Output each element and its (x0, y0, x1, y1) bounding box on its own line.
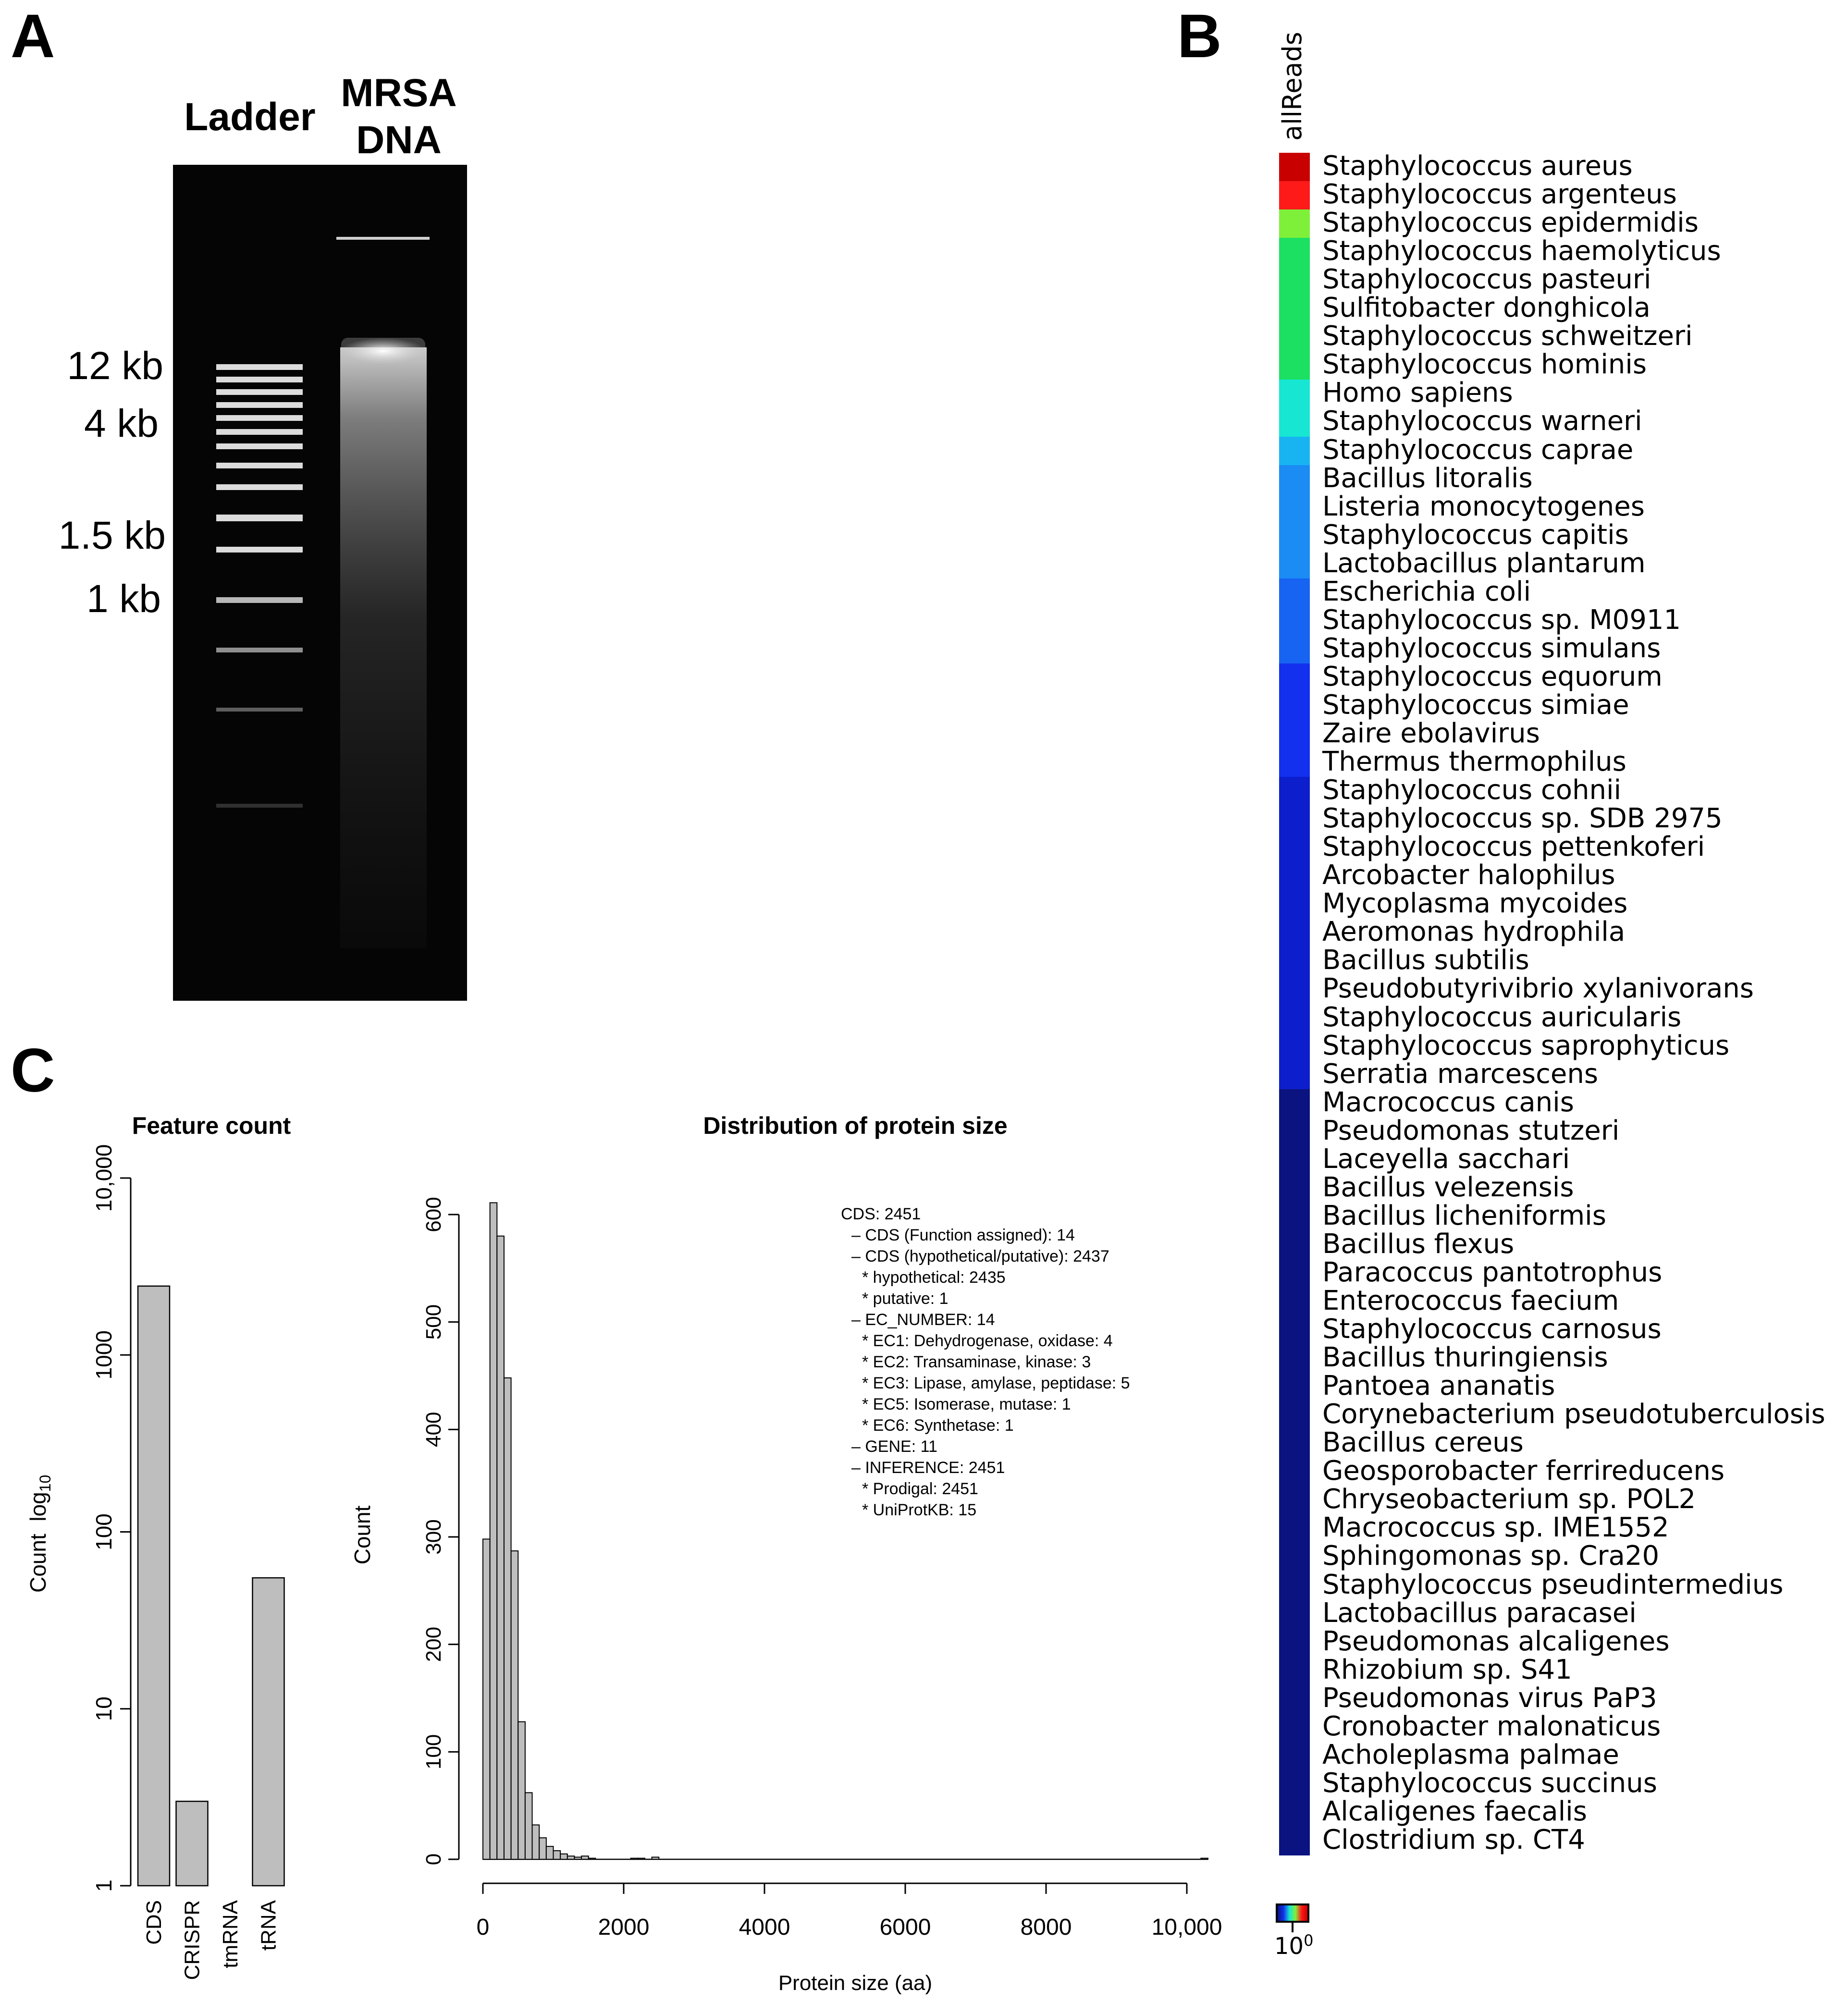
histogram-annotation-line: – CDS (hypothetical/putative): 2437 (851, 1247, 1109, 1265)
heatmap-cell (1279, 1486, 1310, 1515)
heatmap-cell (1279, 238, 1310, 267)
heatmap-row-label: Staphylococcus aureus (1322, 150, 1633, 182)
heatmap-row-label: Lactobacillus paracasei (1322, 1597, 1637, 1629)
lane-label-sample (327, 70, 471, 164)
gel-bands (173, 165, 467, 1001)
ladder-band (216, 389, 303, 395)
histogram-bar (511, 1551, 518, 1859)
heatmap-row-label: Listeria monocytogenes (1322, 491, 1645, 522)
histogram-y-tick-label: 200 (422, 1626, 445, 1662)
ladder-band (216, 377, 303, 382)
heatmap-cell (1279, 1174, 1310, 1203)
ladder-mark-4kb: 4 kb (84, 402, 159, 445)
heatmap-cell (1279, 323, 1310, 352)
heatmap-row-label: Bacillus cereus (1322, 1427, 1524, 1459)
heatmap-cell (1279, 153, 1310, 182)
heatmap-cell (1279, 295, 1310, 323)
heatmap-row-label: Bacillus thuringiensis (1322, 1342, 1608, 1374)
histogram-x-tick-label: 8000 (1020, 1915, 1072, 1940)
heatmap-row-label: Pantoea ananatis (1322, 1370, 1555, 1402)
heatmap-cell (1279, 975, 1310, 1004)
heatmap-cell (1279, 408, 1310, 437)
heatmap-row-label: Cronobacter malonaticus (1322, 1710, 1661, 1742)
heatmap-cell (1279, 1572, 1310, 1600)
feature-count-title: Feature count (132, 1112, 291, 1139)
heatmap-row-label: Staphylococcus sp. M0911 (1322, 604, 1681, 636)
histogram-bar (574, 1857, 581, 1859)
histogram-bar (554, 1851, 561, 1859)
heatmap-row-label: Staphylococcus warneri (1322, 405, 1642, 437)
histogram-y-tick-label: 100 (422, 1734, 445, 1770)
feature-count-x-tick-label: tmRNA (219, 1900, 242, 1968)
heatmap-cell (1279, 1770, 1310, 1799)
heatmap-row-label: Bacillus velezensis (1322, 1171, 1574, 1203)
heatmap-color-key-tick (1292, 1922, 1294, 1932)
histogram-y-label: Count (350, 1505, 375, 1565)
heatmap-cell (1279, 1401, 1310, 1430)
histogram-bar (652, 1857, 659, 1859)
heatmap-row-label: Pseudomonas stutzeri (1322, 1115, 1620, 1146)
heatmap-row-label: Staphylococcus simulans (1322, 632, 1661, 664)
heatmap-cell (1279, 1373, 1310, 1401)
heatmap-cell (1279, 1231, 1310, 1260)
heatmap-cell (1279, 1203, 1310, 1231)
feature-count-x-tick-label: tRNA (257, 1900, 281, 1951)
heatmap-cell (1279, 607, 1310, 636)
ladder-band (216, 443, 303, 449)
histogram-y-tick-label: 0 (422, 1853, 445, 1866)
heatmap-cell (1279, 266, 1310, 295)
histogram-annotation-line: – EC_NUMBER: 14 (851, 1311, 995, 1329)
histogram-x-label: Protein size (aa) (778, 1971, 933, 1995)
histogram-annotation-line: CDS: 2451 (841, 1205, 921, 1223)
heatmap-cell (1279, 1288, 1310, 1316)
lane-label-ladder: Ladder (184, 95, 316, 139)
histogram-bar (567, 1856, 575, 1859)
heatmap-cell (1279, 1032, 1310, 1061)
heatmap-cell (1279, 1628, 1310, 1657)
histogram-annotation-line: * EC3: Lipase, amylase, peptidase: 5 (862, 1374, 1130, 1392)
ladder-band (216, 708, 303, 712)
sample-genomic-band (341, 338, 425, 364)
heatmap-cell (1279, 1118, 1310, 1146)
heatmap-row-label: Staphylococcus pettenkoferi (1322, 831, 1705, 863)
heatmap-cell (1279, 1798, 1310, 1827)
histogram-annotation-line: – INFERENCE: 2451 (851, 1459, 1005, 1477)
heatmap-cell (1279, 1713, 1310, 1742)
heatmap-color-key-exponent: 0 (1304, 1931, 1314, 1950)
feature-count-y-tick-label: 1 (91, 1879, 116, 1892)
heatmap-cell (1279, 692, 1310, 721)
histogram-annotation-line: * hypothetical: 2435 (862, 1268, 1006, 1287)
heatmap-color-key (1276, 1903, 1309, 1923)
histogram-y-tick-label: 300 (422, 1519, 445, 1555)
histogram-annotation-line: * putative: 1 (862, 1289, 949, 1308)
heatmap-cell (1279, 1429, 1310, 1458)
histogram-bar (525, 1793, 532, 1859)
heatmap-row-label: Paracoccus pantotrophus (1322, 1256, 1663, 1288)
sample-smear (340, 347, 427, 948)
histogram-bar (560, 1854, 567, 1859)
feature-count-y-label-sub: 10 (37, 1474, 54, 1492)
heatmap-cell (1279, 351, 1310, 380)
panel-label-c: C (11, 1036, 55, 1105)
ladder-band (216, 402, 303, 408)
heatmap-cell (1279, 1458, 1310, 1486)
feature-count-y-tick-label: 1000 (91, 1330, 116, 1380)
histogram-title: Distribution of protein size (703, 1112, 1008, 1139)
heatmap-row-label: Lactobacillus plantarum (1322, 547, 1646, 579)
heatmap-cell (1279, 1004, 1310, 1033)
heatmap-row-label: Mycoplasma mycoides (1322, 888, 1628, 920)
heatmap-cell (1279, 1827, 1310, 1855)
heatmap-row-label: Bacillus licheniformis (1322, 1200, 1606, 1231)
heatmap-row-label: Acholeplasma palmae (1322, 1739, 1619, 1770)
heatmap-row-label: Staphylococcus epidermidis (1322, 207, 1699, 239)
heatmap-cell (1279, 663, 1310, 692)
heatmap-row-label: Staphylococcus caprae (1322, 434, 1634, 466)
heatmap-row-label: Alcaligenes faecalis (1322, 1795, 1587, 1827)
ladder-mark-1kb: 1 kb (86, 577, 161, 621)
histogram-bar (581, 1856, 589, 1859)
feature-count-y-tick-label: 100 (91, 1513, 116, 1550)
histogram-y-tick-label: 500 (422, 1304, 445, 1340)
heatmap-cell (1279, 522, 1310, 551)
protein-size-histogram (336, 1057, 1249, 1995)
histogram-bar (638, 1858, 645, 1859)
heatmap-cell (1279, 1316, 1310, 1345)
ladder-band (216, 648, 303, 652)
histogram-bar (518, 1722, 525, 1859)
ladder-band (216, 547, 303, 553)
heatmap-cell (1279, 834, 1310, 862)
ladder-band (216, 515, 303, 521)
lane-label-sample-line2: DNA (356, 118, 442, 162)
histogram-y-tick-label: 400 (422, 1412, 445, 1448)
heatmap-cell (1279, 1742, 1310, 1770)
heatmap-row-label: Chryseobacterium sp. POL2 (1322, 1484, 1696, 1515)
histogram-x-tick-label: 10,000 (1151, 1915, 1222, 1940)
heatmap-cell (1279, 862, 1310, 891)
heatmap-color-key-base: 10 (1274, 1933, 1304, 1960)
heatmap-cell (1279, 550, 1310, 579)
heatmap-cell (1279, 1146, 1310, 1175)
histogram-x-tick-label: 0 (476, 1915, 490, 1940)
heatmap-row-label: Bacillus subtilis (1322, 945, 1529, 976)
ladder-band (216, 597, 303, 603)
histogram-bar (532, 1825, 540, 1859)
heatmap-cell (1279, 1600, 1310, 1629)
ladder-band (216, 804, 303, 808)
ladder-band (216, 484, 303, 490)
heatmap-row-label: Clostridium sp. CT4 (1322, 1824, 1585, 1855)
histogram-annotation-line: – GENE: 11 (851, 1437, 937, 1456)
heatmap-row-label: Pseudomonas virus PaP3 (1322, 1682, 1657, 1714)
heatmap-row-label: Arcobacter halophilus (1322, 860, 1615, 891)
heatmap-cell (1279, 465, 1310, 494)
histogram-annotation-line: * EC6: Synthetase: 1 (862, 1416, 1014, 1435)
heatmap-row-label: Staphylococcus simiae (1322, 689, 1629, 721)
heatmap-cell (1279, 805, 1310, 834)
feature-count-y-label (25, 1475, 54, 1593)
heatmap-row-label: Escherichia coli (1322, 576, 1531, 607)
feature-count-bar (176, 1801, 208, 1886)
heatmap-row-label: Zaire ebolavirus (1322, 718, 1540, 749)
feature-count-x-tick-label: CDS (142, 1900, 166, 1945)
feature-count-x-tick-label: CRISPR (180, 1900, 204, 1980)
heatmap-row-label: Sulfitobacter donghicola (1322, 292, 1651, 324)
feature-count-y-label-text: Count (25, 1534, 50, 1593)
heatmap-row-label: Aeromonas hydrophila (1322, 916, 1626, 948)
histogram-bar (631, 1858, 638, 1859)
histogram-y-tick-label: 600 (422, 1197, 445, 1232)
feature-count-bar (138, 1286, 170, 1886)
heatmap-row-label: Serratia marcescens (1322, 1058, 1598, 1090)
heatmap-row-label: Geosporobacter ferrireducens (1322, 1455, 1725, 1487)
histogram-annotation-line: * EC1: Dehydrogenase, oxidase: 4 (862, 1332, 1113, 1350)
heatmap-cell (1279, 181, 1310, 210)
heatmap-row-label: Staphylococcus hominis (1322, 349, 1647, 381)
heatmap-row-label: Staphylococcus succinus (1322, 1767, 1657, 1799)
heatmap-cell (1279, 209, 1310, 238)
histogram-bar (490, 1203, 497, 1859)
heatmap-cell (1279, 890, 1310, 919)
heatmap-row-label: Staphylococcus pasteuri (1322, 264, 1651, 295)
heatmap-row-label: Enterococcus faecium (1322, 1285, 1619, 1316)
heatmap-row-label: Homo sapiens (1322, 377, 1513, 409)
heatmap-row-label: Macrococcus canis (1322, 1086, 1574, 1118)
histogram-annotation-line: * EC2: Transaminase, kinase: 3 (862, 1353, 1091, 1371)
histogram-bar (589, 1858, 596, 1859)
heatmap-cell (1279, 380, 1310, 408)
heatmap-cell (1279, 777, 1310, 806)
histogram-bar (504, 1378, 511, 1859)
feature-count-y-tick-label: 10,000 (91, 1144, 116, 1212)
heatmap-row-label: Staphylococcus pseudintermedius (1322, 1569, 1784, 1600)
heatmap-cell (1279, 1344, 1310, 1373)
histogram-annotation-line: – CDS (Function assigned): 14 (851, 1226, 1075, 1244)
histogram-bar (539, 1838, 546, 1859)
histogram-annotation-line: * EC5: Isomerase, mutase: 1 (862, 1395, 1071, 1413)
heatmap-row-label: Pseudobutyrivibrio xylanivorans (1322, 973, 1754, 1005)
heatmap-cell (1279, 720, 1310, 749)
heatmap-row-label: Bacillus litoralis (1322, 462, 1533, 494)
heatmap-color-key-label (1274, 1931, 1313, 1960)
heatmap-row-label: Staphylococcus saprophyticus (1322, 1030, 1730, 1061)
ladder-band (216, 364, 303, 370)
heatmap-cell (1279, 1259, 1310, 1288)
ladder-mark-12kb: 12 kb (67, 344, 163, 388)
heatmap-cell (1279, 749, 1310, 777)
heatmap-cell (1279, 919, 1310, 947)
histogram-x-tick-label: 6000 (879, 1915, 931, 1940)
ladder-band (216, 463, 303, 468)
heatmap-row-label: Staphylococcus carnosus (1322, 1314, 1662, 1345)
histogram-x-tick-label: 2000 (598, 1915, 650, 1940)
heatmap-row-label: Staphylococcus argenteus (1322, 179, 1677, 210)
heatmap-row-label: Sphingomonas sp. Cra20 (1322, 1540, 1660, 1572)
heatmap-row-label: Thermus thermophilus (1322, 746, 1626, 778)
heatmap-cell (1279, 1514, 1310, 1543)
heatmap-cell (1279, 437, 1310, 466)
heatmap-row-label: Bacillus flexus (1322, 1228, 1515, 1260)
heatmap-row-label: Staphylococcus auricularis (1322, 1001, 1682, 1033)
heatmap-row-label: Staphylococcus equorum (1322, 661, 1663, 692)
histogram-x-tick-label: 4000 (739, 1915, 790, 1940)
heatmap-cell (1279, 1685, 1310, 1714)
heatmap-cell (1279, 635, 1310, 664)
histogram-bar (546, 1846, 554, 1859)
heatmap-row-label: Staphylococcus sp. SDB 2975 (1322, 803, 1723, 835)
heatmap-row-label: Macrococcus sp. IME1552 (1322, 1512, 1669, 1544)
heatmap-column-label: allReads (1277, 32, 1307, 141)
sample-well (336, 237, 430, 240)
ladder-mark-1-5kb: 1.5 kb (58, 514, 166, 557)
panel-label-b: B (1177, 2, 1222, 71)
ladder-band (216, 415, 303, 421)
ladder-band (216, 429, 303, 435)
ladder-bands (216, 364, 303, 808)
heatmap-row-label: Staphylococcus capitis (1322, 519, 1629, 551)
heatmap-cell (1279, 1061, 1310, 1090)
heatmap-cell (1279, 947, 1310, 976)
heatmap-row-label: Staphylococcus haemolyticus (1322, 235, 1721, 267)
heatmap-cell (1279, 578, 1310, 607)
feature-count-y-tick-label: 10 (91, 1696, 116, 1721)
heatmap-row-label: Rhizobium sp. S41 (1322, 1654, 1572, 1685)
histogram-bar (483, 1539, 490, 1859)
heatmap-cell (1279, 1657, 1310, 1685)
heatmap-row-label: Staphylococcus cohnii (1322, 774, 1622, 806)
histogram-annotation-line: * Prodigal: 2451 (862, 1480, 978, 1498)
histogram-annotation-line: * UniProtKB: 15 (862, 1501, 977, 1519)
heatmap-row-label: Laceyella sacchari (1322, 1143, 1570, 1175)
heatmap-row-label: Staphylococcus schweitzeri (1322, 320, 1693, 352)
lane-label-sample-line1: MRSA (341, 71, 457, 115)
histogram-bar (497, 1236, 504, 1859)
gel-image (173, 165, 467, 1001)
panel-label-a: A (11, 2, 55, 71)
heatmap-row-label: Corynebacterium pseudotuberculosis (1322, 1399, 1825, 1430)
heatmap-cell (1279, 493, 1310, 522)
heatmap-cell (1279, 1543, 1310, 1572)
feature-count-y-label-log: log (25, 1492, 50, 1522)
heatmap-row-label: Pseudomonas alcaligenes (1322, 1625, 1670, 1657)
feature-count-bar (253, 1578, 284, 1886)
heatmap-cell (1279, 1089, 1310, 1118)
histogram-bar (1201, 1858, 1208, 1859)
